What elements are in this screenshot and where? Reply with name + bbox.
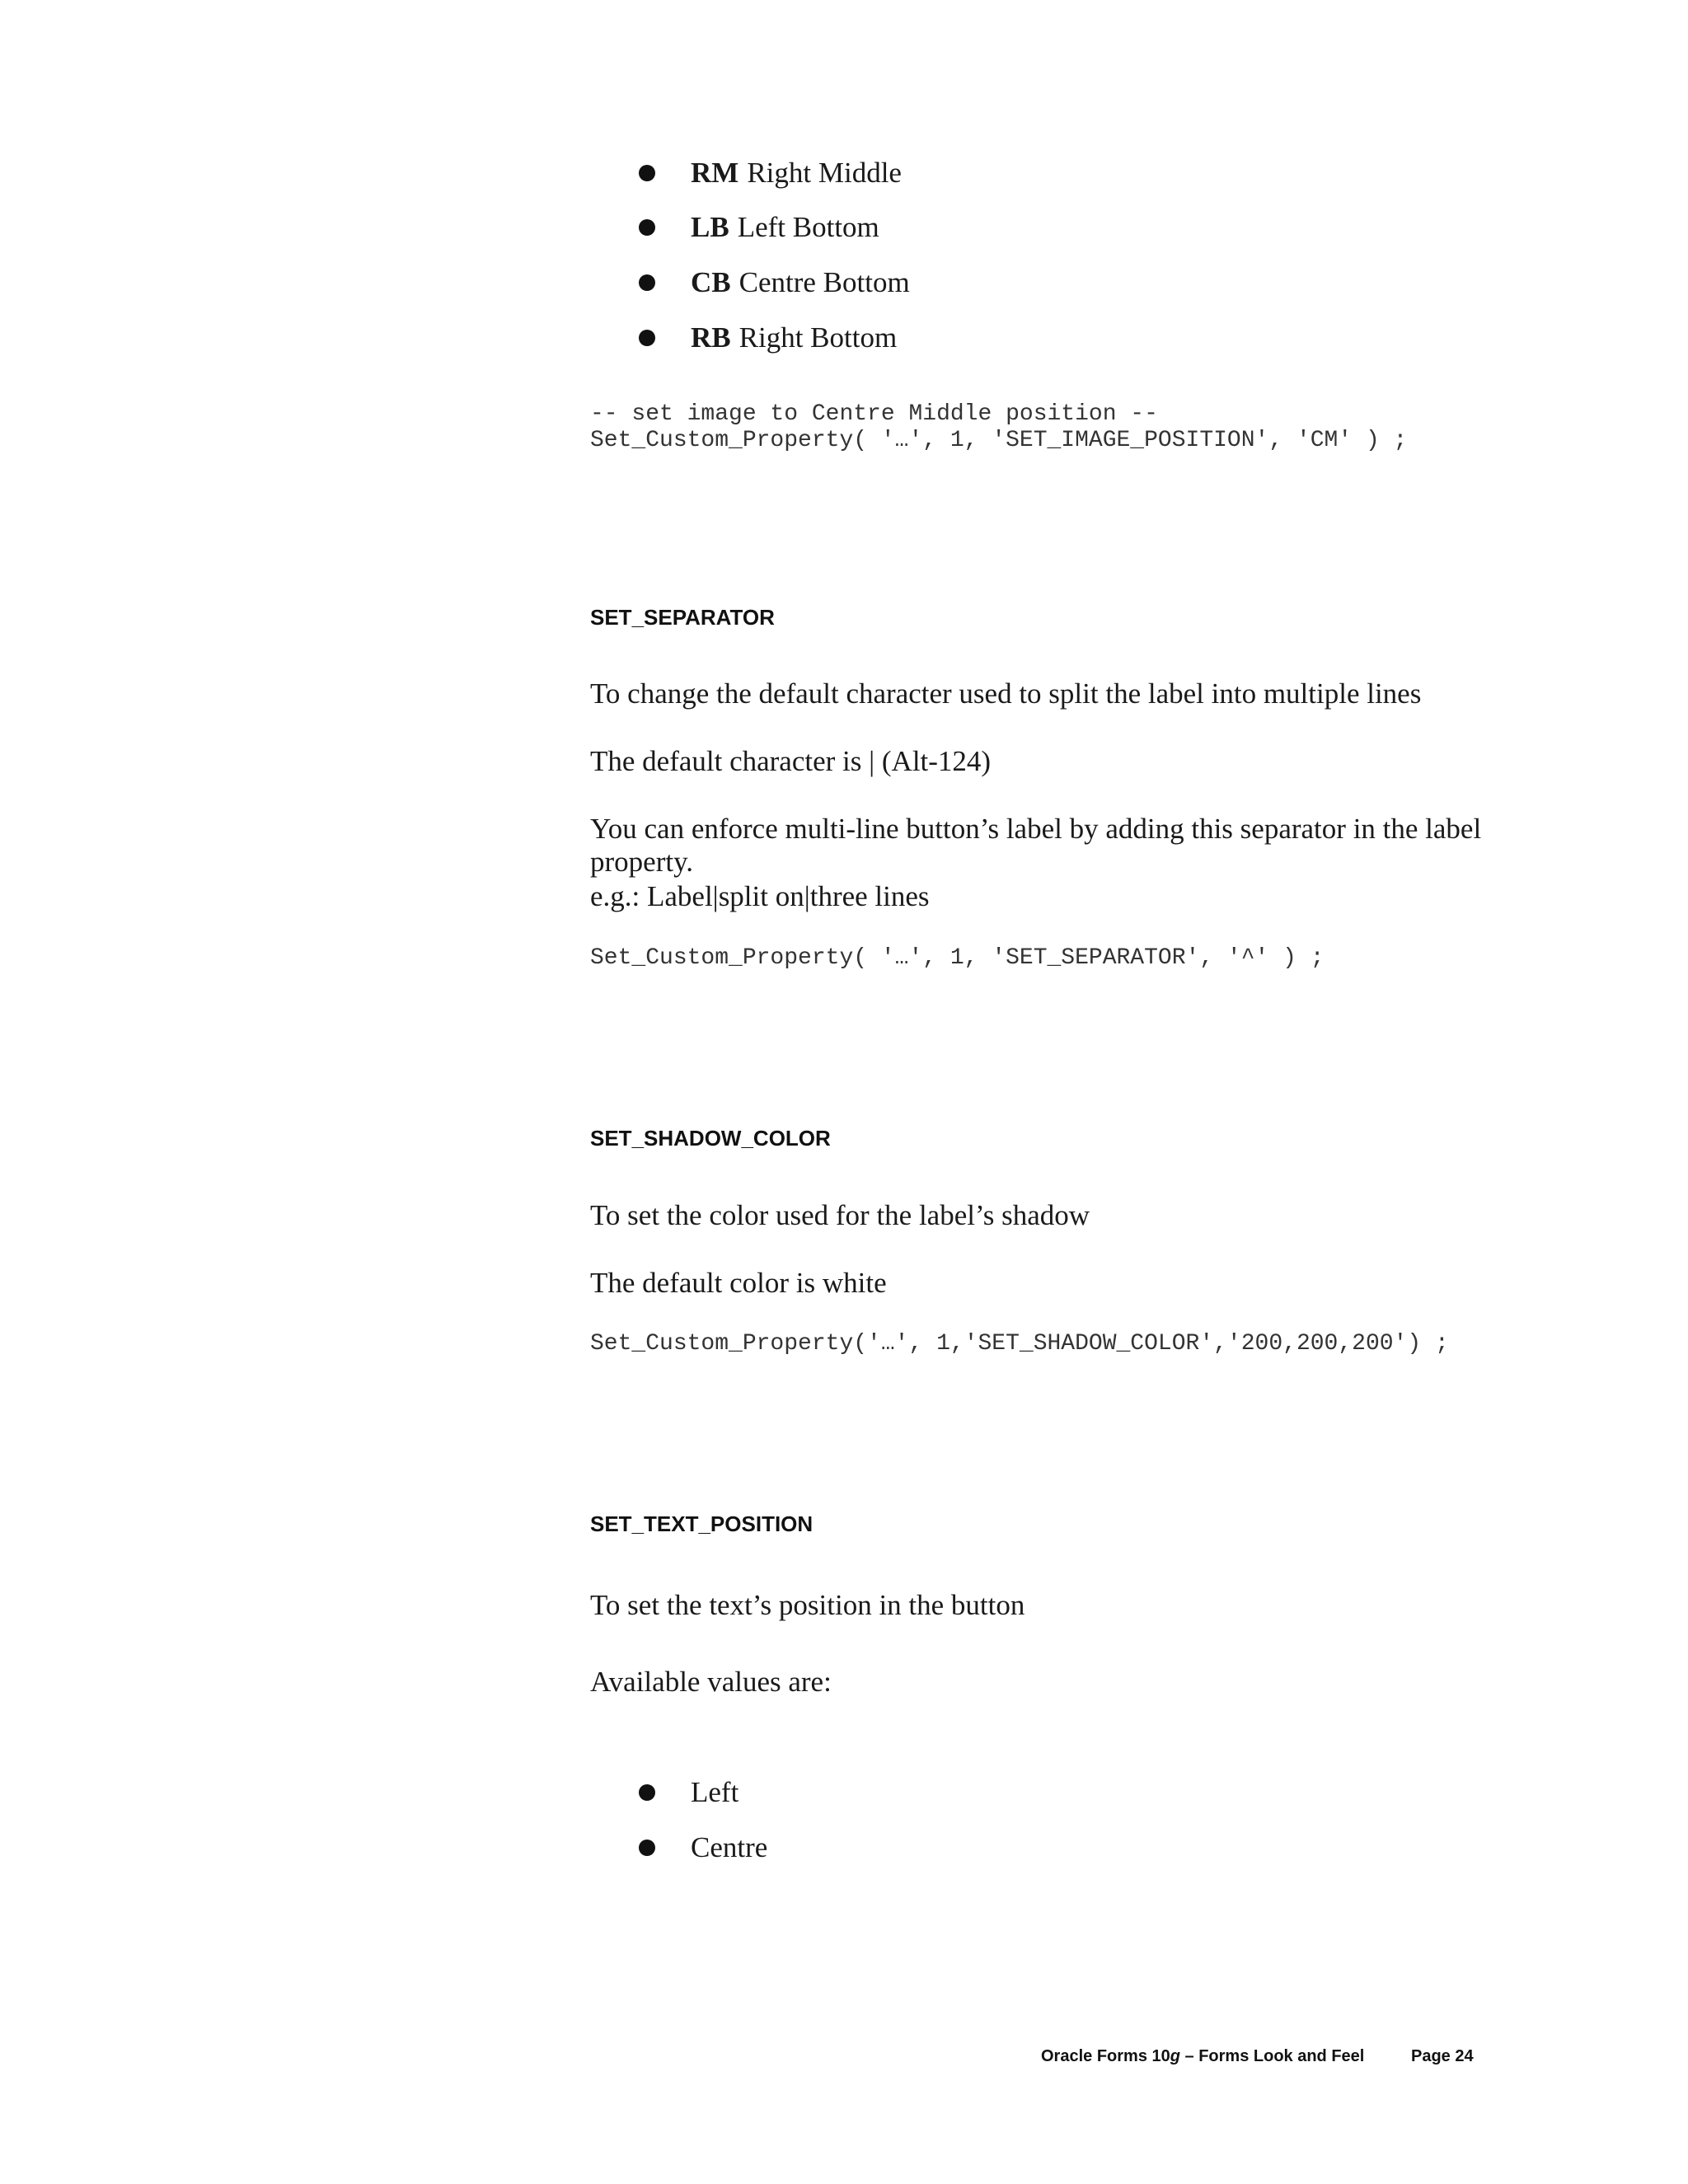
footer-page-number: Page 24 bbox=[1411, 2047, 1474, 2065]
paragraph: To change the default character used to split the label into multiple lines bbox=[590, 677, 1422, 710]
bullet-icon bbox=[639, 165, 655, 181]
code-line: Set_Custom_Property( '…', 1, 'SET_IMAGE_POSITION', 'CM' ) ; bbox=[590, 428, 1408, 453]
bullet-icon bbox=[639, 274, 655, 291]
footer-doc-title: Oracle Forms 10g – Forms Look and Feel bbox=[1041, 2047, 1365, 2065]
paragraph: The default character is | (Alt-124) bbox=[590, 745, 992, 777]
list-item: Centre bbox=[691, 1831, 768, 1863]
section-heading-set-separator: SET_SEPARATOR bbox=[590, 605, 775, 630]
bullet-icon bbox=[639, 219, 655, 236]
code-line: Set_Custom_Property( '…', 1, 'SET_SEPARATOR', '^' ) ; bbox=[590, 945, 1325, 971]
code-comment: -- set image to Centre Middle position -- bbox=[590, 401, 1158, 427]
paragraph: e.g.: Label|split on|three lines bbox=[590, 880, 930, 912]
paragraph: To set the text’s position in the button bbox=[590, 1589, 1025, 1621]
bullet-icon bbox=[639, 1784, 655, 1801]
bullet-icon bbox=[639, 330, 655, 346]
list-item: CB Centre Bottom bbox=[691, 266, 910, 298]
code-line: Set_Custom_Property('…', 1,'SET_SHADOW_COLOR','200,200,200') ; bbox=[590, 1331, 1449, 1357]
paragraph: The default color is white bbox=[590, 1267, 887, 1299]
list-item: LB Left Bottom bbox=[691, 211, 879, 243]
list-item: Left bbox=[691, 1776, 739, 1808]
paragraph: You can enforce multi-line button’s label by adding this separator in the label bbox=[590, 813, 1482, 845]
paragraph: property. bbox=[590, 846, 694, 878]
list-item: RB Right Bottom bbox=[691, 321, 898, 354]
paragraph: Available values are: bbox=[590, 1666, 832, 1698]
list-item: RM Right Middle bbox=[691, 157, 902, 189]
section-heading-set-shadow-color: SET_SHADOW_COLOR bbox=[590, 1126, 831, 1151]
paragraph: To set the color used for the label’s shadow bbox=[590, 1199, 1090, 1231]
bullet-icon bbox=[639, 1840, 655, 1856]
section-heading-set-text-position: SET_TEXT_POSITION bbox=[590, 1511, 814, 1536]
